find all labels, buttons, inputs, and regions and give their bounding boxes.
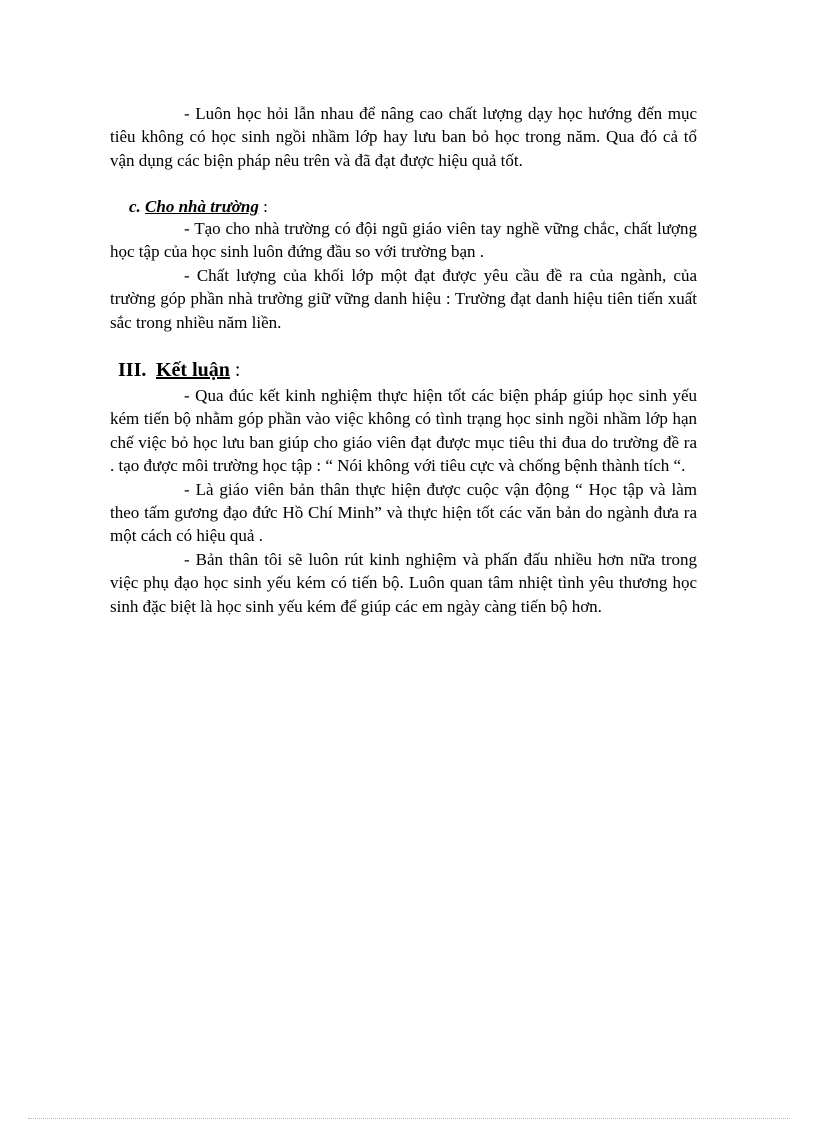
paragraph: - Bản thân tôi sẽ luôn rút kinh nghiệm và phấn đấu nhiều hơn nữa trong việc phụ đạo học sinh yếu kém có tiến bộ. Luôn quan tâm nhiệt tình yêu thương học sinh đặc biệt là học sinh yếu kém để giúp các em ngày càng tiến bộ hơn. bbox=[110, 549, 697, 616]
paragraph: - Chất lượng của khối lớp một đạt được yêu cầu đề ra của ngành, của trường góp phần nhà trường giữ vững danh hiệu : Trường đạt danh hiệu tiên tiến xuất sắc trong nhiều năm liền. bbox=[110, 265, 697, 332]
intro-block bbox=[110, 102, 697, 172]
paragraph: - Là giáo viên bản thân thực hiện được cuộc vận động “ Học tập và làm theo tấm gương đạo đức Hồ Chí Minh” và thực hiện tốt các văn bản do ngành đưa ra một cách có hiệu quả . bbox=[110, 479, 697, 546]
section-3-title: Kết luận bbox=[156, 359, 230, 381]
page-bottom-border bbox=[28, 1118, 790, 1119]
section-3-colon: : bbox=[229, 359, 241, 381]
section-c-colon: : bbox=[258, 197, 268, 216]
section-c-heading bbox=[129, 195, 268, 218]
section-3-number: III. bbox=[118, 359, 147, 381]
paragraph: - Luôn học hỏi lẫn nhau để nâng cao chất lượng dạy học hướng đến mục tiêu không có học sinh ngồi nhầm lớp hay lưu ban bỏ học trong năm. Qua đó cả tổ vận dụng các biện pháp nêu trên và đã đạt được hiệu quả tốt. bbox=[110, 104, 697, 170]
section-c-label: c. bbox=[129, 197, 141, 216]
paragraph: - Qua đúc kết kinh nghiệm thực hiện tốt các biện pháp giúp học sinh yếu kém tiến bộ nhằm góp phần vào việc không có tình trạng học sinh ngồi nhầm lớp hạn chế việc bỏ học lưu ban giúp cho giáo viên đạt được mục tiêu thi đua do trường đề ra . tạo được môi trường học tập : “ Nói không với tiêu cực và chống bệnh thành tích “. bbox=[110, 386, 697, 476]
section-3-body bbox=[110, 384, 697, 618]
section-c-title: Cho nhà trường bbox=[145, 197, 259, 216]
paragraph: - Tạo cho nhà trường có đội ngũ giáo viên tay nghề vững chắc, chất lượng học tập của học sinh luôn đứng đầu so với trường bạn . bbox=[110, 219, 697, 262]
section-c-body bbox=[110, 217, 697, 334]
section-3-heading bbox=[118, 357, 240, 383]
